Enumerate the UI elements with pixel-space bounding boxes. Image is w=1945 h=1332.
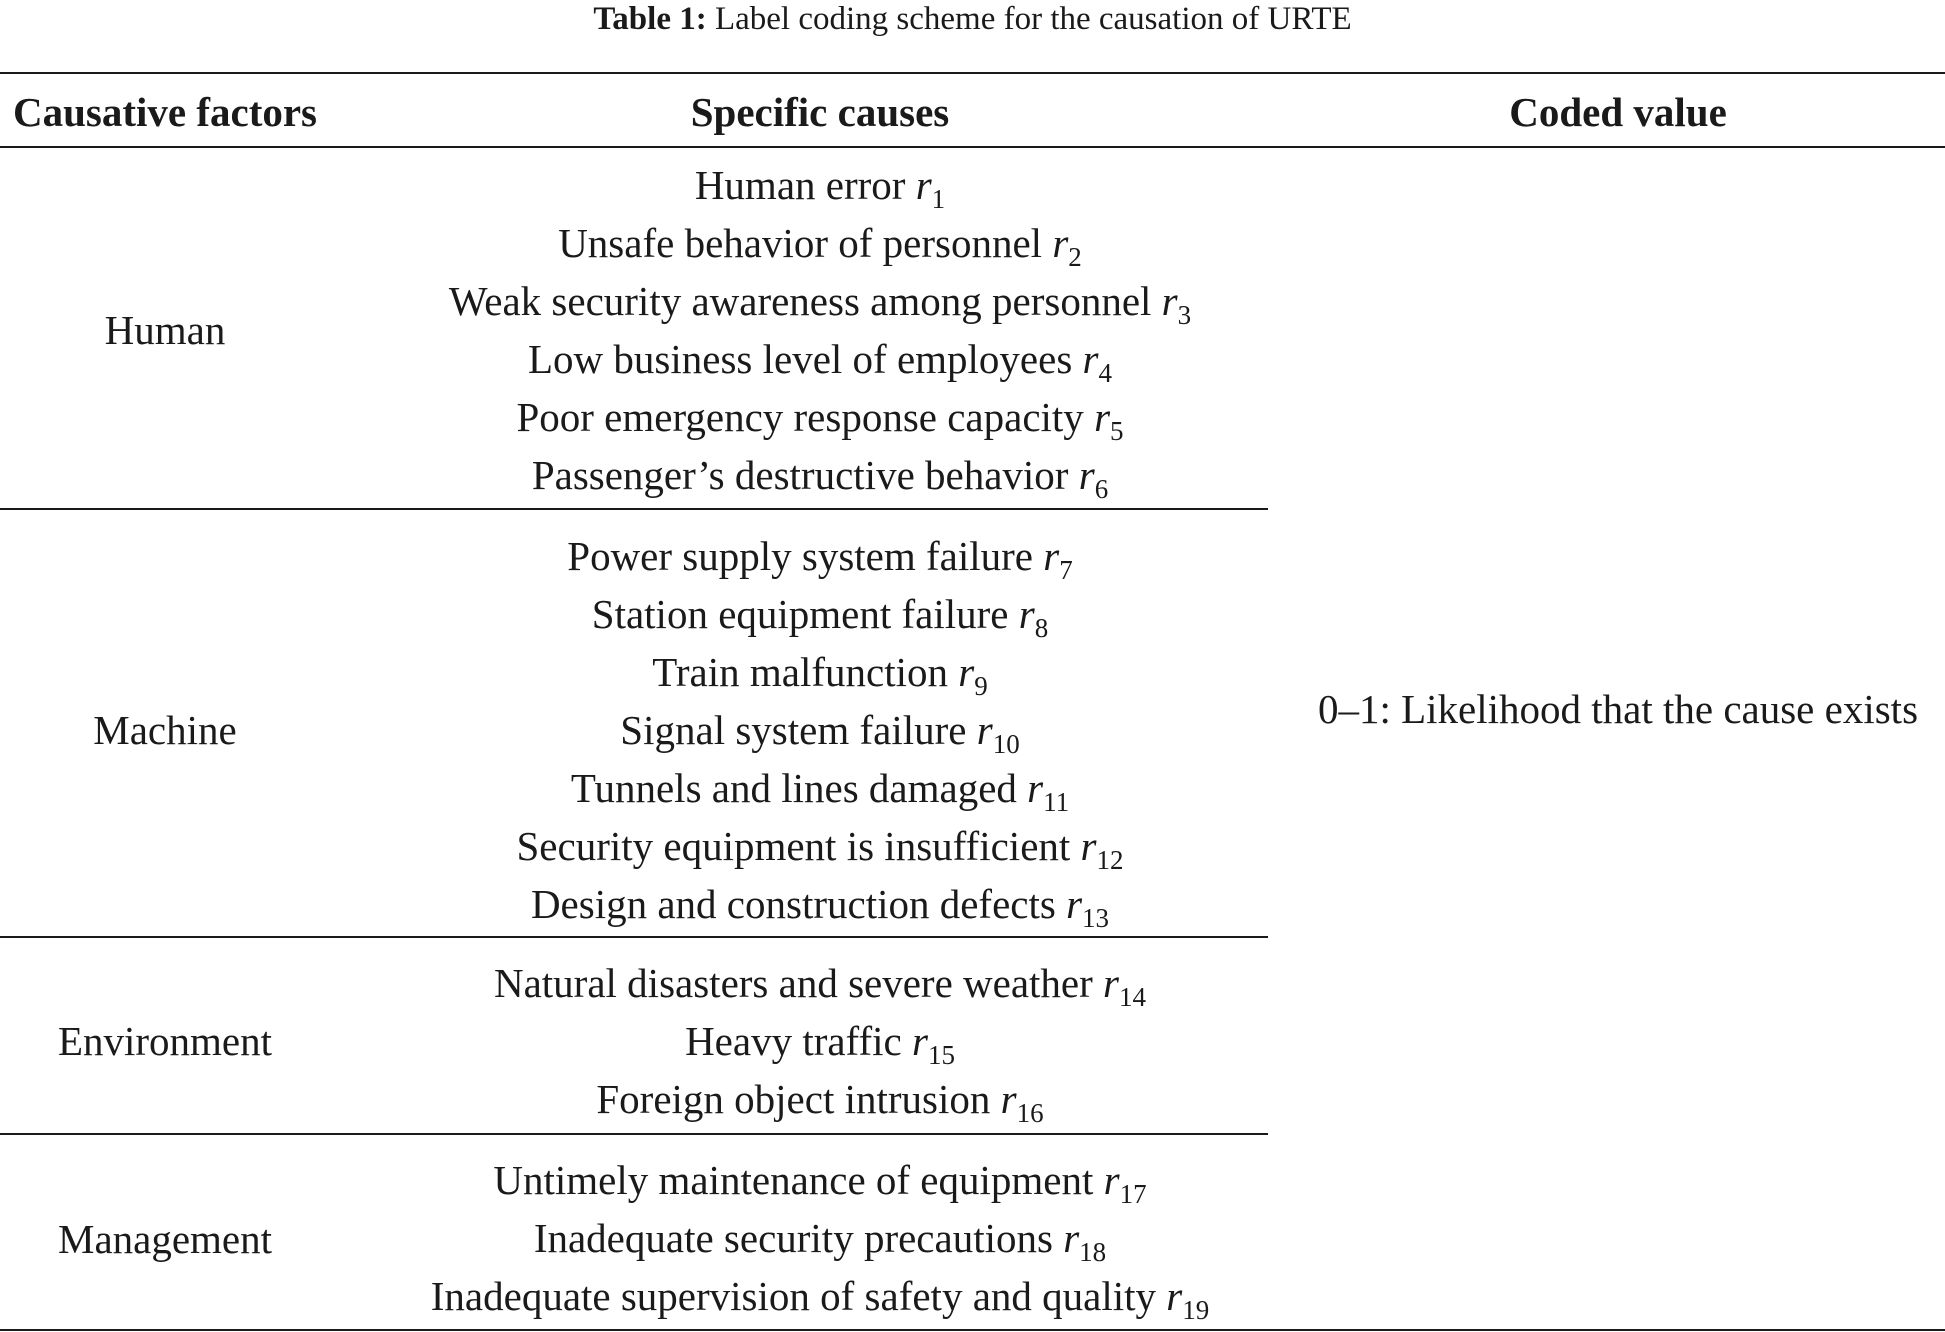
cause-item: Power supply system failure $r_7$ (567, 533, 1073, 585)
factor-management: Management (57, 1216, 273, 1262)
causes-group-management (380, 1151, 1260, 1325)
cause-item: Inadequate security precautions $r_{18}$ (533, 1215, 1107, 1267)
cause-item: Tunnels and lines damaged $r_{11}$ (570, 765, 1070, 817)
cause-item: Design and construction defects $r_{13}$ (530, 881, 1110, 933)
cause-item: Natural disasters and severe weather $r_{14}$ (493, 960, 1146, 1012)
causes-group-machine (380, 527, 1260, 933)
cause-item: Security equipment is insufficient $r_{12}$ (516, 823, 1124, 875)
cause-item: Passenger’s destructive behavior $r_6$ (531, 452, 1109, 504)
header-coded-value: Coded value (1509, 89, 1727, 135)
cause-item: Heavy traffic $r_{15}$ (685, 1018, 955, 1070)
factor-machine: Machine (93, 707, 237, 753)
cause-item: Poor emergency response capacity $r_5$ (516, 394, 1124, 446)
header-rule (0, 146, 1945, 148)
factor-environment: Environment (57, 1018, 273, 1064)
table-caption (0, 0, 1945, 38)
group-divider-machine (0, 936, 1268, 938)
cause-item: Station equipment failure $r_8$ (591, 591, 1049, 643)
group-divider-environment (0, 1133, 1268, 1135)
cause-item: Inadequate supervision of safety and quality $r_{19}$ (430, 1273, 1210, 1325)
table-caption-label: Table 1: (593, 1, 707, 37)
bottom-rule (0, 1329, 1945, 1331)
cause-item: Human error $r_1$ (694, 162, 946, 214)
top-rule (0, 72, 1945, 74)
cause-item: Low business level of employees $r_4$ (528, 336, 1112, 388)
group-divider-human (0, 508, 1268, 510)
cause-item: Train malfunction $r_9$ (652, 649, 988, 701)
header-causative-factors: Causative factors (12, 89, 318, 135)
cause-item: Weak security awareness among personnel $r_3$ (448, 278, 1192, 330)
header-specific-causes: Specific causes (690, 89, 950, 135)
causes-group-environment (380, 954, 1260, 1128)
cause-item: Unsafe behavior of personnel $r_2$ (558, 220, 1082, 272)
cause-item: Untimely maintenance of equipment $r_{17}$ (493, 1157, 1147, 1209)
cause-item: Signal system failure $r_{10}$ (620, 707, 1020, 759)
factor-human: Human (104, 307, 226, 353)
cause-item: Foreign object intrusion $r_{16}$ (596, 1076, 1044, 1128)
causes-group-human (380, 156, 1260, 504)
coded-value-description: 0–1: Likelihood that the cause exists (1317, 686, 1919, 732)
table-caption-text: Label coding scheme for the causation of URTE (706, 1, 1352, 37)
